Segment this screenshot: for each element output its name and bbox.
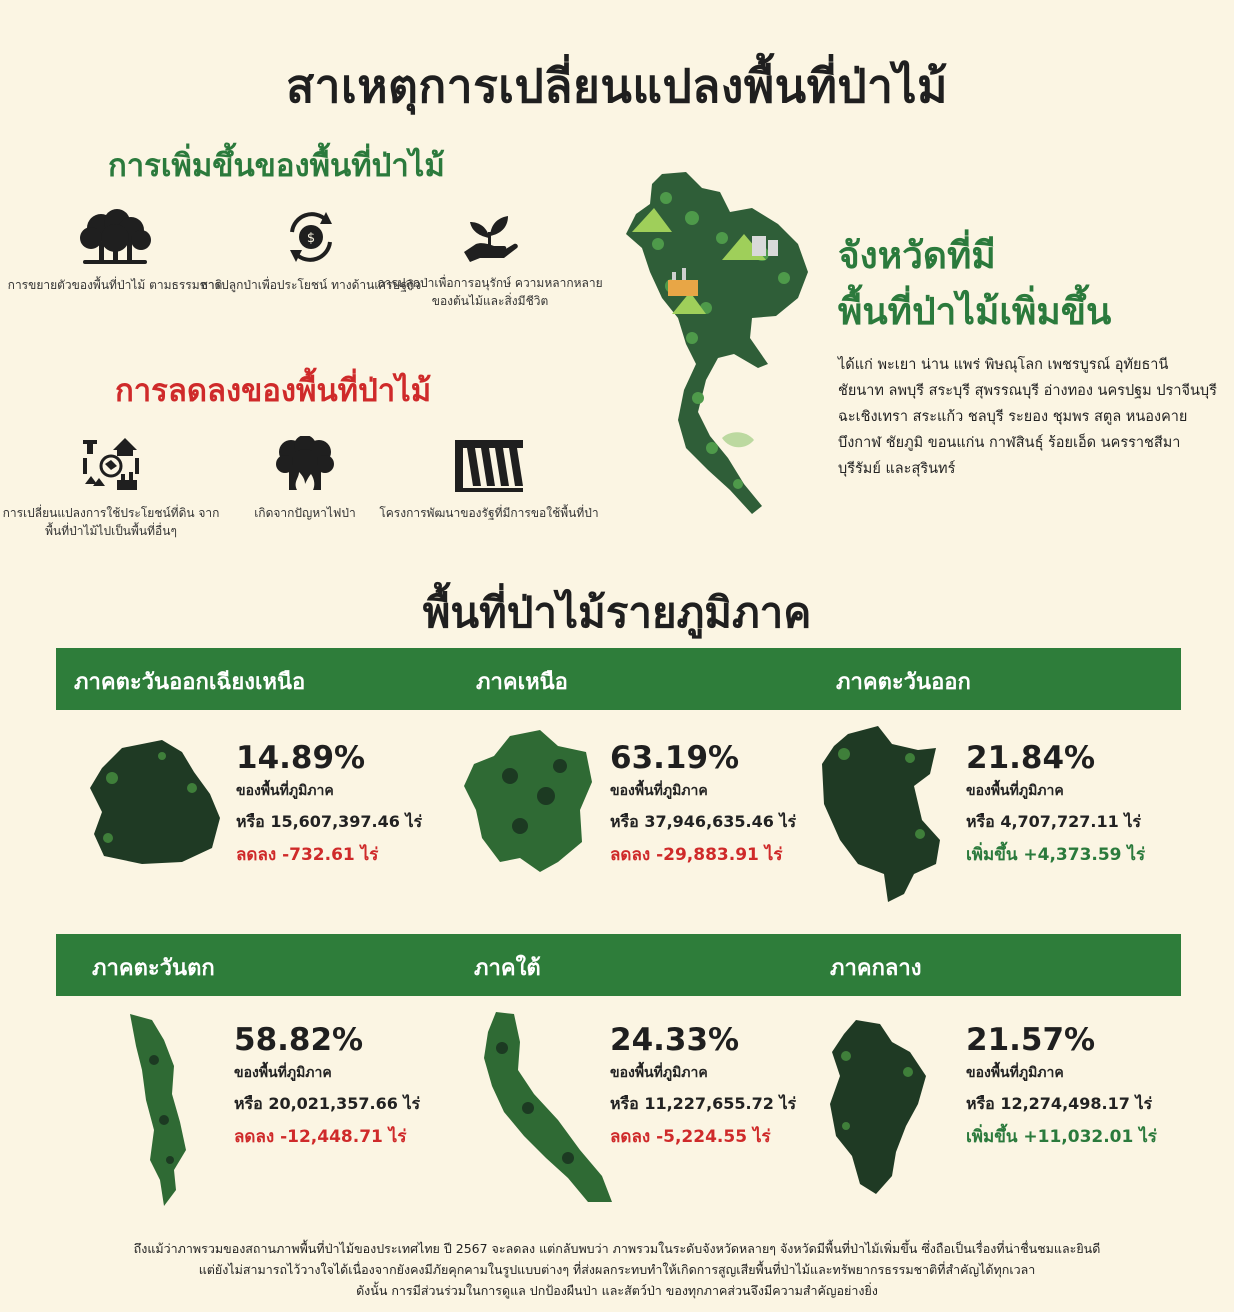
area: หรือ 20,021,357.66 ไร่ (234, 1094, 421, 1113)
increase-heading: การเพิ่มขึ้นของพื้นที่ป่าไม้ (108, 148, 445, 184)
area: หรือ 11,227,655.72 ไร่ (610, 1094, 797, 1113)
region-stats-west (234, 1022, 420, 1150)
cause-text: โครงการพัฒนาของรัฐที่มีการขอใช้พื้นที่ป่า (379, 506, 599, 520)
west-map (124, 1010, 196, 1206)
region-stats-northeast (236, 740, 422, 868)
north-map (460, 726, 598, 876)
percent-label: ของพื้นที่ภูมิภาค (966, 783, 1064, 799)
percent: 58.82% (234, 1022, 364, 1058)
change: ลดลง -5,224.55 ไร่ (610, 1127, 771, 1147)
decrease-heading: การลดลงของพื้นที่ป่าไม้ (115, 373, 432, 409)
region-stats-south (610, 1022, 796, 1150)
provinces-list: ได้แก่ พะเยา น่าน แพร่ พิษณุโลก เพชรบูรณ์ อุทัยธานี ชัยนาท ลพบุรี สระบุรี สุพรรณบุรี อ่างทอง นครปฐม ปราจีนบุรี ฉะเชิงเทรา สระแก้ว ชลบุรี ระยอง ชุมพร สตูล หนองคาย บึงกาฬ ชัยภูมิ ขอนแก่น กาฬสินธุ์ ร้อยเอ็ด นครราชสีมา บุรีรัมย์ และสุรินทร์ (838, 357, 1217, 477)
regions-title: พื้นที่ป่าไม้รายภูมิภาค (422, 588, 812, 637)
provinces-heading (838, 228, 1111, 340)
percent-label: ของพื้นที่ภูมิภาค (610, 783, 708, 799)
percent: 14.89% (236, 740, 366, 776)
cause-land-use-change (0, 436, 222, 540)
dam-icon (451, 436, 527, 494)
percent: 63.19% (610, 740, 740, 776)
region-name-central: ภาคกลาง (830, 956, 922, 981)
south-map (468, 1008, 616, 1206)
area: หรือ 4,707,727.11 ไร่ (966, 812, 1141, 831)
change: ลดลง -29,883.91 ไร่ (610, 845, 783, 865)
area: หรือ 15,607,397.46 ไร่ (236, 812, 423, 831)
percent: 21.84% (966, 740, 1096, 776)
footer-line: แต่ยังไม่สามารถไว้วางใจได้เนื่องจากยังคงมีภัยคุกคามในรูปแบบต่างๆ ที่ส่งผลกระทบทำให้เกิดการสูญเสียพื้นที่ป่าไม้และทรัพยากรธรรมชาติที่สำคัญได้ทุกเวลา (198, 1262, 1036, 1277)
trees-icon (77, 208, 153, 266)
cause-conservation-planting (372, 208, 608, 310)
region-name-south: ภาคใต้ (474, 956, 541, 981)
central-map (826, 1016, 930, 1198)
percent: 21.57% (966, 1022, 1096, 1058)
provinces-heading-line1: จังหวัดที่มี (838, 234, 996, 277)
region-name-northeast: ภาคตะวันออกเฉียงเหนือ (74, 670, 306, 695)
thailand-map (602, 168, 822, 524)
region-name-west: ภาคตะวันตก (92, 956, 215, 981)
percent-label: ของพื้นที่ภูมิภาค (610, 1065, 708, 1081)
change: ลดลง -732.61 ไร่ (236, 845, 379, 865)
cause-text: การเปลี่ยนแปลงการใช้ประโยชน์ที่ดิน จากพื้นที่ป่าไม้ไปเป็นพื้นที่อื่นๆ (2, 506, 220, 538)
percent-label: ของพื้นที่ภูมิภาค (966, 1065, 1064, 1081)
footer-line: ดังนั้น การมีส่วนร่วมในการดูแล ปกป้องผืนป่า และสัตว์ป่า ของทุกภาคส่วนจึงมีความสำคัญอย่างยิ่ง (356, 1283, 878, 1298)
footer-note (40, 1238, 1194, 1301)
change: ลดลง -12,448.71 ไร่ (234, 1127, 407, 1147)
northeast-map (82, 738, 224, 868)
region-name-east: ภาคตะวันออก (836, 670, 971, 695)
cause-state-projects (374, 436, 604, 522)
region-band-top (56, 648, 1181, 710)
hand-sprout-icon (460, 208, 520, 264)
recycle-money-icon (282, 208, 340, 266)
region-stats-central (966, 1022, 1157, 1150)
area: หรือ 37,946,635.46 ไร่ (610, 812, 797, 831)
land-use-icon (81, 436, 141, 494)
cause-text: การปลูกป่าเพื่อประโยชน์ ทางด้านเศรษฐกิจ (200, 278, 422, 292)
page-title: สาเหตุการเปลี่ยนแปลงพื้นที่ป่าไม้ (286, 59, 948, 113)
cause-text: การขยายตัวของพื้นที่ป่าไม้ ตามธรรมชาติ (7, 278, 223, 292)
percent: 24.33% (610, 1022, 740, 1058)
percent-label: ของพื้นที่ภูมิภาค (236, 783, 334, 799)
svg-text:$: $ (306, 231, 316, 246)
cause-text: การปลูกป่าเพื่อการอนุรักษ์ ความหลากหลายของต้นไม้และสิ่งมีชีวิต (377, 276, 603, 308)
forest-fire-icon (275, 436, 335, 494)
area: หรือ 12,274,498.17 ไร่ (966, 1094, 1153, 1113)
east-map (818, 724, 958, 902)
region-name-north: ภาคเหนือ (476, 670, 568, 695)
provinces-heading-line2: พื้นที่ป่าไม้เพิ่มขึ้น (838, 290, 1112, 333)
footer-line: ถึงแม้ว่าภาพรวมของสถานภาพพื้นที่ป่าไม้ของประเทศไทย ปี 2567 จะลดลง แต่กลับพบว่า ภาพรวมในระดับจังหวัดหลายๆ จังหวัดมีพื้นที่ป่าไม้เพิ่มขึ้น ซึ่งถือเป็นเรื่องที่น่าชื่นชมและยินดี (133, 1241, 1101, 1256)
cause-text: เกิดจากปัญหาไฟป่า (254, 506, 356, 520)
change: เพิ่มขึ้น +11,032.01 ไร่ (966, 1127, 1157, 1147)
percent-label: ของพื้นที่ภูมิภาค (234, 1065, 332, 1081)
region-band-bottom (56, 934, 1181, 996)
region-stats-north (610, 740, 796, 868)
change: เพิ่มขึ้น +4,373.59 ไร่ (966, 845, 1146, 865)
region-stats-east (966, 740, 1145, 868)
